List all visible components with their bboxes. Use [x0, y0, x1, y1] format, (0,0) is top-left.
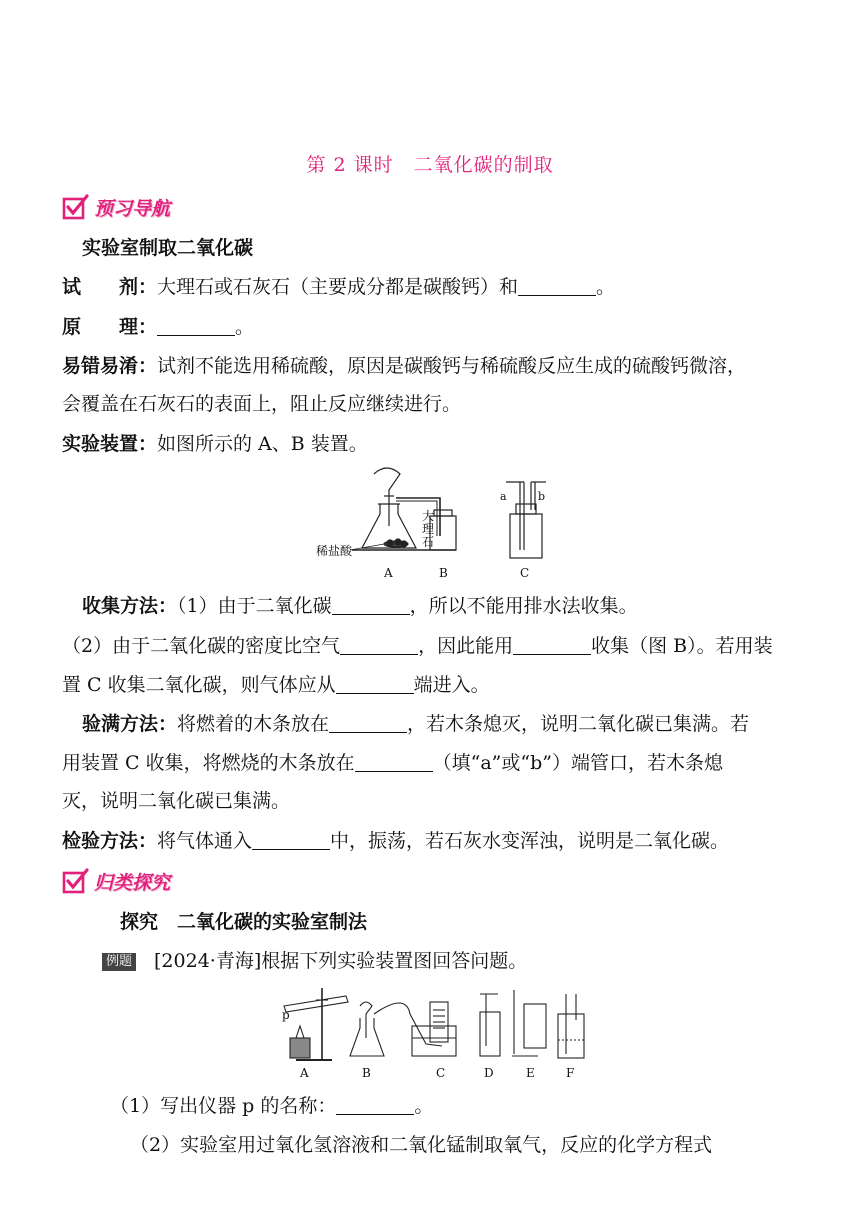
answer-blank[interactable]: [355, 749, 433, 772]
checkbox-check-icon: [62, 867, 90, 895]
full-line-1: 验满方法：将燃着的木条放在 ，若木条熄灭，说明二氧化碳已集满。若: [82, 709, 749, 739]
subheading: 探究 二氧化碳的实验室制法: [120, 911, 368, 933]
reagent-line: 试 剂：大理石或石灰石（主要成分都是碳酸钙）和 。: [62, 272, 615, 302]
answer-blank[interactable]: [252, 827, 330, 850]
checkbox-check-icon: [62, 193, 90, 221]
subheading: 实验室制取二氧化碳: [82, 237, 254, 259]
section-label: 预习导航: [94, 197, 171, 220]
full-line-2: 用装置 C 收集，将燃烧的木条放在 （填“a”或“b”）端管口，若木条熄: [62, 748, 723, 778]
page-title: 第 2 课时 二氧化碳的制取: [306, 154, 554, 176]
section-label: 归类探究: [94, 871, 171, 894]
answer-blank[interactable]: [329, 710, 407, 733]
collect-line-3: 置 C 收集二氧化碳，则气体应从 端进入。: [62, 670, 490, 700]
principle-line: 原 理： 。: [62, 312, 254, 342]
field-label: 收集方法：: [82, 595, 178, 617]
collect-line-1: 收集方法：（1）由于二氧化碳 ，所以不能用排水法收集。: [82, 591, 638, 621]
port-a-label: a: [500, 490, 507, 503]
mistake-line: 易错易淆：试剂不能选用稀硫酸，原因是碳酸钙与稀硫酸反应生成的硫酸钙微溶，: [62, 355, 747, 377]
marble-label-2: 理: [422, 522, 435, 536]
figure2-label-e: E: [526, 1066, 535, 1080]
apparatus-figure-1: [310, 466, 570, 582]
section-header-preview: [62, 192, 170, 222]
answer-blank[interactable]: [513, 632, 591, 655]
figure2-label-a: A: [300, 1066, 309, 1080]
figure-label-a: A: [384, 566, 393, 580]
answer-blank[interactable]: [336, 1092, 414, 1115]
field-label: 检验方法：: [62, 830, 158, 852]
question-1: （1）写出仪器 p 的名称： 。: [110, 1091, 433, 1121]
answer-blank[interactable]: [157, 313, 235, 336]
marble-label-1: 大: [422, 509, 435, 523]
figure2-label-f: F: [566, 1066, 575, 1080]
section-header-explore: [62, 866, 170, 896]
apparatus-figure-2: [276, 984, 588, 1066]
answer-blank[interactable]: [518, 273, 596, 296]
answer-blank[interactable]: [336, 671, 414, 694]
test-tube-icon: [284, 996, 348, 1012]
question-2: （2）实验室用过氧化氢溶液和二氧化锰制取氧气，反应的化学方程式: [130, 1134, 713, 1156]
mistake-line-2: 会覆盖在石灰石的表面上，阻止反应继续进行。: [62, 393, 462, 415]
field-label: 实验装置：: [62, 433, 158, 455]
answer-blank[interactable]: [332, 592, 410, 615]
acid-label: 稀盐酸: [316, 544, 353, 558]
field-label: 原 理：: [62, 316, 158, 338]
port-b-label: b: [538, 490, 546, 503]
alcohol-lamp-icon: [296, 1026, 304, 1038]
field-label: 试 剂：: [62, 276, 158, 298]
marble-label-3: 石: [422, 535, 435, 549]
full-line-3: 灭，说明二氧化碳已集满。: [62, 790, 291, 812]
figure-label-c: C: [520, 566, 530, 580]
figure2-label-c: C: [436, 1066, 446, 1080]
collect-line-2: （2）由于二氧化碳的密度比空气 ，因此能用 收集（图 B）。若用装: [62, 631, 773, 661]
example-tag: 例题: [102, 953, 136, 971]
figure2-label-b: B: [362, 1066, 371, 1080]
field-label: 易错易淆：: [62, 355, 158, 377]
field-label: 验满方法：: [82, 713, 178, 735]
example-line: 例题 [2024·青海]根据下列实验装置图回答问题。: [102, 946, 527, 976]
figure2-label-d: D: [484, 1066, 494, 1080]
test-line: 检验方法：将气体通入 中，振荡，若石灰水变浑浊，说明是二氧化碳。: [62, 826, 729, 856]
answer-blank[interactable]: [340, 632, 418, 655]
figure-label-b: B: [439, 566, 448, 580]
p-label: p: [282, 1008, 290, 1022]
device-line: 实验装置：如图所示的 A、B 装置。: [62, 433, 368, 455]
